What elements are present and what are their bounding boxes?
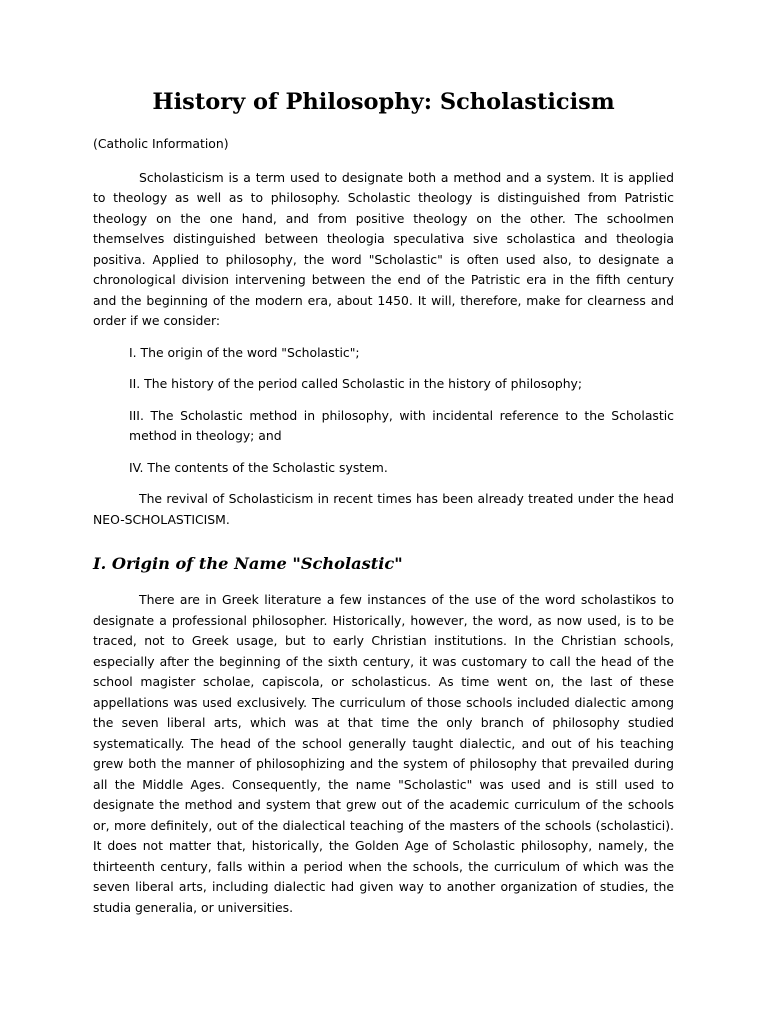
- topic-outline: [93, 343, 674, 479]
- intro-paragraph: Scholasticism is a term used to designate both a method and a system. It is applied to theology as well as to philosophy. Scholastic theology is distinguished from Patristic theology on the one hand, and from positive theology on the other. The schoolmen themselves distinguished between theologia speculativa sive scholastica and theologia positiva. Applied to philosophy, the word "Scholastic" is often used also, to designate a chronological division intervening between the end of the Patristic era in the fifth century and the beginning of the modern era, about 1450. It will, therefore, make for clearness and order if we consider:: [93, 169, 674, 328]
- outline-item: IV. The contents of the Scholastic system.: [129, 459, 388, 475]
- section-origin-paragraph: There are in Greek literature a few instances of the use of the word scholastikos to designate a professional philosopher. Historically, however, the word, as now used, is to be traced, not to Greek usage, but to early Christian institutions. In the Christian schools, especially after the beginning of the sixth century, it was customary to call the head of the school magister scholae, capiscola, or scholasticus. As time went on, the last of these appellations was used exclusively. The curriculum of those schools included dialectic among the seven liberal arts, which was at that time the only branch of philosophy studied systematically. The head of the school generally taught dialectic, and out of his teaching grew both the manner of philosophizing and the system of philosophy that prevailed during all the Middle Ages. Consequently, the name "Scholastic" was used and is still used to designate the method and system that grew out of the academic curriculum of the schools or, more definitely, out of the dialectical teaching of the masters of the schools (scholastici). It does not matter that, historically, the Golden Age of Scholastic philosophy, namely, the thirteenth century, falls within a period when the schools, the curriculum of which was the seven liberal arts, including dialectic had given way to another organization of studies, the studia generalia, or universities.: [93, 592, 674, 915]
- document-page: [93, 84, 674, 929]
- document-subtitle: (Catholic Information): [93, 136, 229, 151]
- outline-item: I. The origin of the word "Scholastic";: [129, 344, 360, 360]
- outline-item: II. The history of the period called Scholastic in the history of philosophy;: [129, 376, 583, 391]
- revival-paragraph: The revival of Scholasticism in recent times has been already treated under the head NEO-SCHOLASTICISM.: [93, 491, 674, 527]
- document-title: History of Philosophy: Scholasticism: [152, 89, 615, 115]
- section-heading-origin: I. Origin of the Name "Scholastic": [93, 554, 403, 573]
- outline-item: III. The Scholastic method in philosophy, with incidental reference to the Scholastic method in theology; and: [129, 407, 674, 443]
